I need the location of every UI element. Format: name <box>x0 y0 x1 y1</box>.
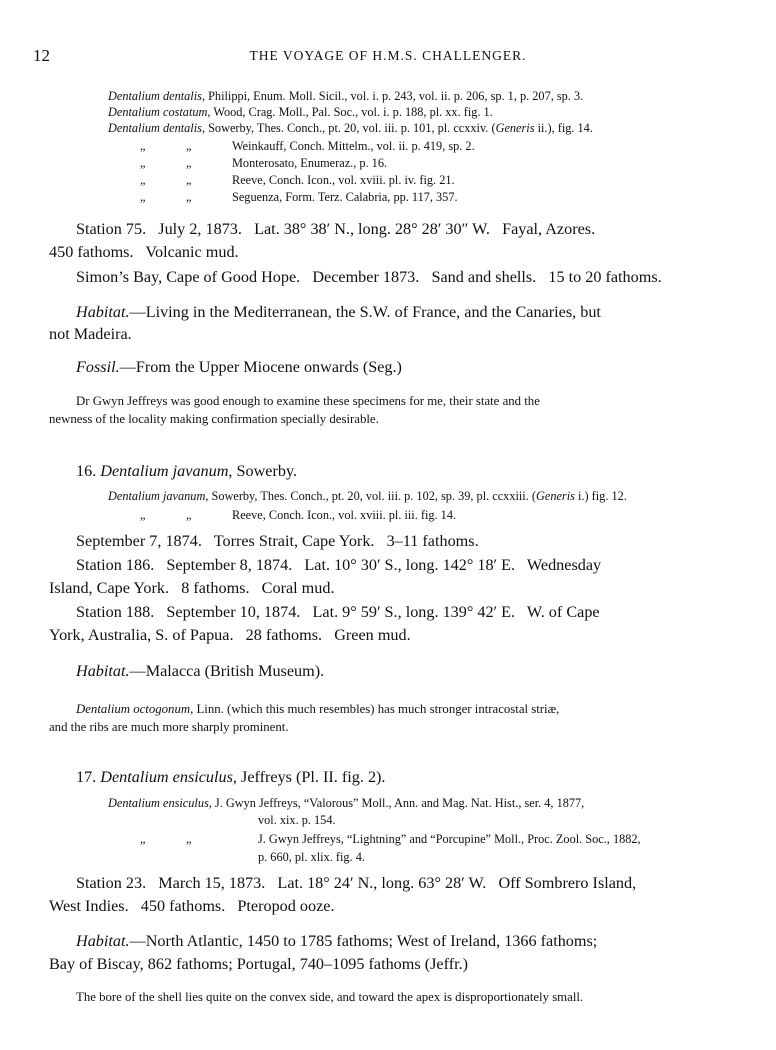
fossil-paragraph: Fossil.—From the Upper Miocene onwards (Seg.) <box>76 358 402 376</box>
page-number: 12 <box>33 46 50 65</box>
synonym-line-cont: p. 660, pl. xlix. fig. 4. <box>258 850 365 864</box>
station-record-cont: Island, Cape York. 8 fathoms. Coral mud. <box>49 579 335 597</box>
synonym-ditto-line: „ „ Reeve, Conch. Icon., vol. xviii. pl. iv. fig. 21. <box>140 173 455 187</box>
species-heading: 16. Dentalium javanum, Sowerby. <box>76 462 298 480</box>
synonym-line: Dentalium costatum, Wood, Crag. Moll., Pal. Soc., vol. i. p. 188, pl. xx. fig. 1. <box>108 105 493 119</box>
taxon-name: Dentalium javanum <box>108 489 206 503</box>
species-heading: 17. Dentalium ensiculus, Jeffreys (Pl. II. fig. 2). <box>76 768 386 786</box>
station-record-cont: West Indies. 450 fathoms. Pteropod ooze. <box>49 897 335 915</box>
taxon-name: Dentalium dentalis <box>108 89 202 103</box>
remark-paragraph: The bore of the shell lies quite on the convex side, and toward the apex is disproportionately small. <box>76 990 584 1004</box>
habitat-label: Habitat. <box>76 932 130 950</box>
taxon-name: Dentalium ensiculus <box>108 796 209 810</box>
habitat-paragraph: Habitat.—Malacca (British Museum). <box>76 662 325 680</box>
synonym-ditto-line: „ „ Weinkauff, Conch. Mittelm., vol. ii. p. 419, sp. 2. <box>140 139 475 153</box>
habitat-label: Habitat. <box>76 662 130 680</box>
habitat-paragraph-cont: not Madeira. <box>49 325 132 343</box>
station-record: Station 23. March 15, 1873. Lat. 18° 24′ N., long. 63° 28′ W. Off Sombrero Island, <box>76 874 637 892</box>
synonym-line: Dentalium dentalis, Philippi, Enum. Moll. Sicil., vol. i. p. 243, vol. ii. p. 206, sp. 1, p. 207, sp. 3. <box>108 89 584 103</box>
station-record-cont: York, Australia, S. of Papua. 28 fathoms. Green mud. <box>49 626 411 644</box>
synonym-ditto-line: „ „ Monterosato, Enumeraz., p. 16. <box>140 156 388 170</box>
synonym-ditto-line: „ „ Reeve, Conch. Icon., vol. xviii. pl. iii. fig. 14. <box>140 508 457 522</box>
fossil-label: Fossil. <box>76 358 120 376</box>
locality-record: September 7, 1874. Torres Strait, Cape York. 3–11 fathoms. <box>76 532 479 550</box>
habitat-paragraph-cont: Bay of Biscay, 862 fathoms; Portugal, 740–1095 fathoms (Jeffr.) <box>49 955 469 973</box>
species-name: Dentalium ensiculus <box>100 768 233 786</box>
species-number: 17. <box>76 768 97 786</box>
station-record: Station 186. September 8, 1874. Lat. 10° 30′ S., long. 142° 18′ E. Wednesday <box>76 556 602 574</box>
species-name: Dentalium javanum <box>100 462 229 480</box>
habitat-paragraph: Habitat.—Living in the Mediterranean, the S.W. of France, and the Canaries, but <box>76 303 601 321</box>
taxon-name: Dentalium octogonum <box>76 702 191 716</box>
station-record: Station 75. July 2, 1873. Lat. 38° 38′ N., long. 28° 28′ 30″ W. Fayal, Azores. <box>76 220 596 238</box>
taxon-name: Dentalium costatum <box>108 105 208 119</box>
remark-paragraph-cont: newness of the locality making confirmation specially desirable. <box>49 412 379 426</box>
synonym-ditto-line: „ „ J. Gwyn Jeffreys, “Lightning” and “Porcupine” Moll., Proc. Zool. Soc., 1882, <box>140 832 641 846</box>
synonym-line: Dentalium ensiculus, J. Gwyn Jeffreys, “Valorous” Moll., Ann. and Mag. Nat. Hist., ser. 4, 1877, <box>108 796 585 810</box>
species-number: 16. <box>76 462 97 480</box>
taxon-name: Dentalium dentalis <box>108 121 202 135</box>
remark-paragraph: Dr Gwyn Jeffreys was good enough to examine these specimens for me, their state and the <box>76 394 540 408</box>
station-record-cont: 450 fathoms. Volcanic mud. <box>49 243 239 261</box>
locality-record: Simon’s Bay, Cape of Good Hope. December 1873. Sand and shells. 15 to 20 fathoms. <box>76 268 662 286</box>
running-title: THE VOYAGE OF H.M.S. CHALLENGER. <box>249 48 527 63</box>
synonym-line-cont: vol. xix. p. 154. <box>258 813 336 827</box>
habitat-paragraph: Habitat.—North Atlantic, 1450 to 1785 fathoms; West of Ireland, 1366 fathoms; <box>76 932 598 950</box>
synonym-line: Dentalium dentalis, Sowerby, Thes. Conch., pt. 20, vol. iii. p. 101, pl. ccxxiv. (Generis ii.), fig. 14. <box>108 121 593 135</box>
remark-paragraph: Dentalium octogonum, Linn. (which this much resembles) has much stronger intracostal striæ, <box>76 702 560 716</box>
station-record: Station 188. September 10, 1874. Lat. 9° 59′ S., long. 139° 42′ E. W. of Cape <box>76 603 600 621</box>
synonym-ditto-line: „ „ Seguenza, Form. Terz. Calabria, pp. 117, 357. <box>140 190 458 204</box>
synonym-line: Dentalium javanum, Sowerby, Thes. Conch., pt. 20, vol. iii. p. 102, sp. 39, pl. ccxxiii. (Generis i.) fig. 12. <box>108 489 627 503</box>
habitat-label: Habitat. <box>76 303 130 321</box>
remark-paragraph-cont: and the ribs are much more sharply prominent. <box>49 720 289 734</box>
